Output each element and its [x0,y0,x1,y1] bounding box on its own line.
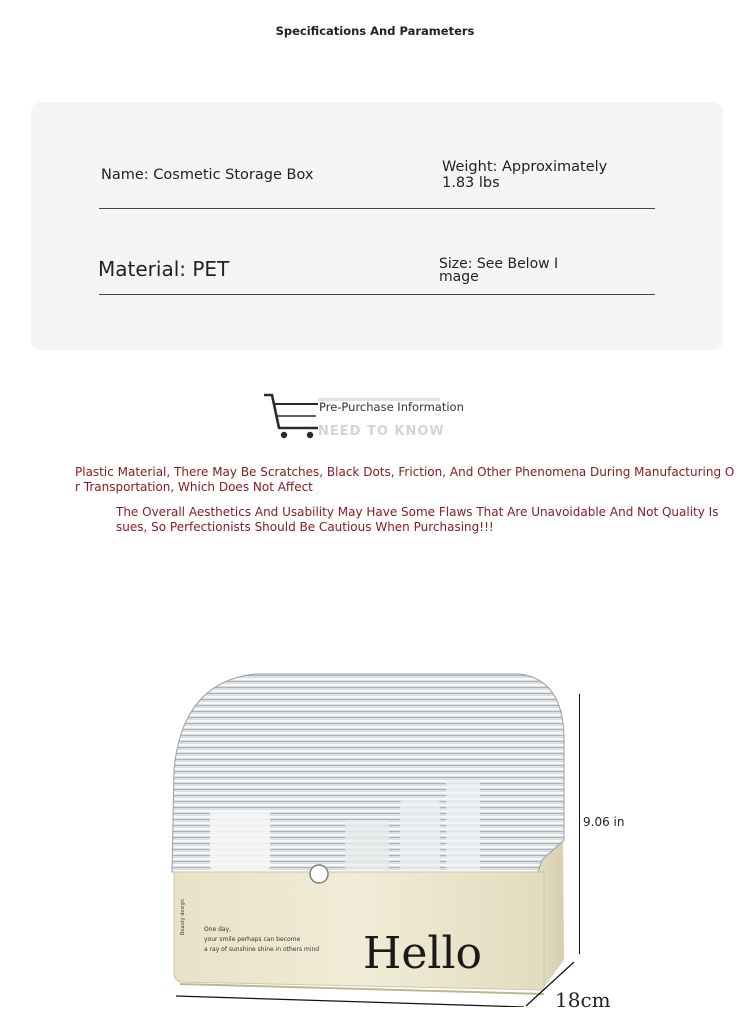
spec-divider-1 [99,208,655,209]
pre-purchase-label: Pre-Purchase Information [319,400,464,414]
spec-material: Material: PET [98,257,230,281]
height-dimension-label: 9.06 in [583,815,625,829]
spec-weight-line1: Weight: Approximately [442,159,608,175]
product-side-text: Beauty design [180,899,186,935]
product-small-text-2: your smile perhaps can become [204,936,301,943]
notice-line-3: The Overall Aesthetics And Usability May Have Some Flaws That Are Unavoidable And Not Quality Is [116,505,719,519]
notice-paragraph-2 [116,505,718,535]
page-title: Specifications And Parameters [275,24,475,38]
spec-divider-2 [99,294,655,295]
width-dimension-lines [170,960,580,1007]
spec-weight [442,159,607,191]
product-brand-text: Hello [363,928,483,979]
notice-line-1: Plastic Material, There May Be Scratches, Black Dots, Friction, And Other Phenomena During Manufacturing O [75,465,735,479]
width-dimension-label: 18cm [555,988,611,1012]
notice-line-2: r Transportation, Which Does Not Affect [75,480,313,494]
product-small-text-1: One day, [204,926,232,933]
notice-paragraph-1 [75,465,734,495]
spec-size [439,258,558,284]
spec-size-line2: mage [439,269,479,285]
pre-purchase-faded-text: NEED TO KNOW [318,424,445,439]
spec-card [31,102,723,350]
shopping-cart-icon [262,392,322,440]
spec-weight-line2: 1.83 lbs [442,175,500,191]
notice-line-4: sues, So Perfectionists Should Be Cautious When Purchasing!!! [116,520,494,534]
height-dimension-line [579,694,580,954]
spec-size-line1: Size: See Below I [439,256,559,272]
spec-name: Name: Cosmetic Storage Box [101,167,314,183]
product-small-text-3: a ray of sunshine shine in others mind [204,946,320,953]
product-small-text [204,925,319,955]
